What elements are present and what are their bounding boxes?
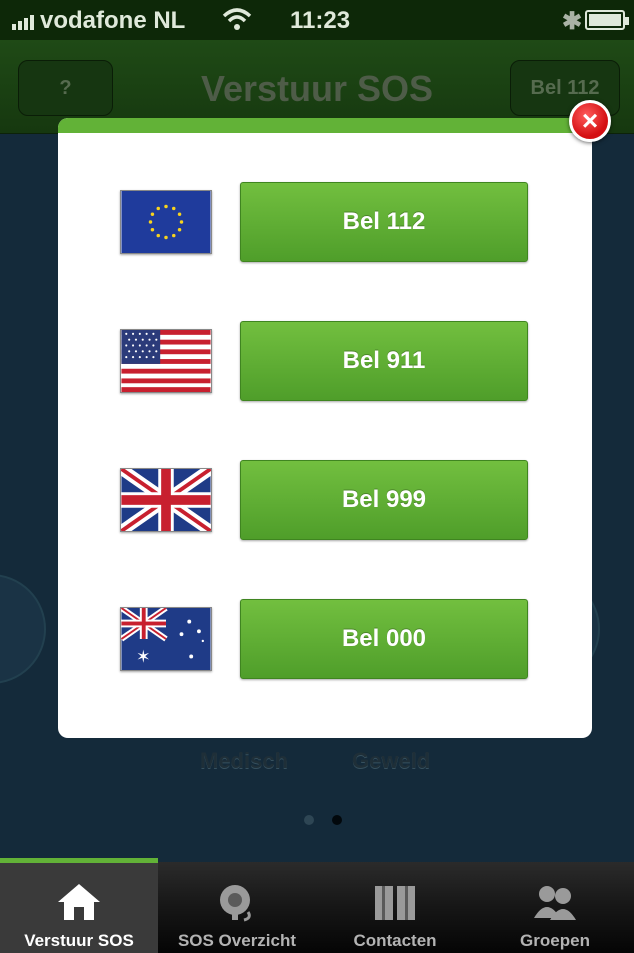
us-flag-icon xyxy=(120,329,212,393)
tab-label: Groepen xyxy=(520,931,590,950)
signal-bars-icon xyxy=(12,12,34,30)
help-button[interactable]: ? xyxy=(18,60,113,116)
dialog-accent-strip xyxy=(58,118,592,133)
eu-flag-icon xyxy=(120,190,212,254)
page-dot-active xyxy=(332,815,342,825)
page-title: Verstuur SOS xyxy=(200,68,434,109)
tab-contacten[interactable] xyxy=(316,862,474,953)
close-icon[interactable]: × xyxy=(569,100,611,142)
carrier xyxy=(12,7,185,35)
tab-verstuur-sos[interactable] xyxy=(0,862,158,953)
call-911-option-button[interactable]: Bel 911 xyxy=(240,321,528,401)
carrier-name: vodafone NL xyxy=(40,7,186,34)
active-tab-indicator xyxy=(0,858,158,863)
tab-label: SOS Overzicht xyxy=(177,931,297,950)
home-icon xyxy=(56,882,102,922)
alarm-bell-icon xyxy=(214,882,260,922)
tab-label: Contacten xyxy=(353,931,437,950)
au-flag-icon xyxy=(120,607,212,671)
book-icon xyxy=(372,882,418,922)
bluetooth-icon: ✱ xyxy=(562,8,583,35)
page-dot xyxy=(304,815,314,825)
battery-charging-icon xyxy=(585,10,625,30)
tab-groepen[interactable] xyxy=(476,862,634,953)
call-000-option-button[interactable]: Bel 000 xyxy=(240,599,528,679)
status-time: 11:23 xyxy=(290,7,351,34)
tab-label: Verstuur SOS xyxy=(24,931,134,950)
tab-bar xyxy=(0,862,634,953)
call-112-option-button[interactable]: Bel 112 xyxy=(240,182,528,262)
tab-sos-overzicht[interactable] xyxy=(158,862,316,953)
category-label-geweld: Geweld xyxy=(352,748,431,773)
page-indicator[interactable] xyxy=(304,815,342,825)
category-circle-left[interactable] xyxy=(0,574,46,684)
status-bar xyxy=(0,0,634,40)
svg-text:✶: ✶ xyxy=(135,647,151,668)
call-112-button[interactable]: Bel 112 xyxy=(510,60,620,116)
call-999-option-button[interactable]: Bel 999 xyxy=(240,460,528,540)
emergency-number-dialog xyxy=(58,118,592,738)
wifi-icon xyxy=(222,6,252,32)
category-label-medisch: Medisch xyxy=(200,748,289,773)
uk-flag-icon xyxy=(120,468,212,532)
group-icon xyxy=(532,882,578,922)
